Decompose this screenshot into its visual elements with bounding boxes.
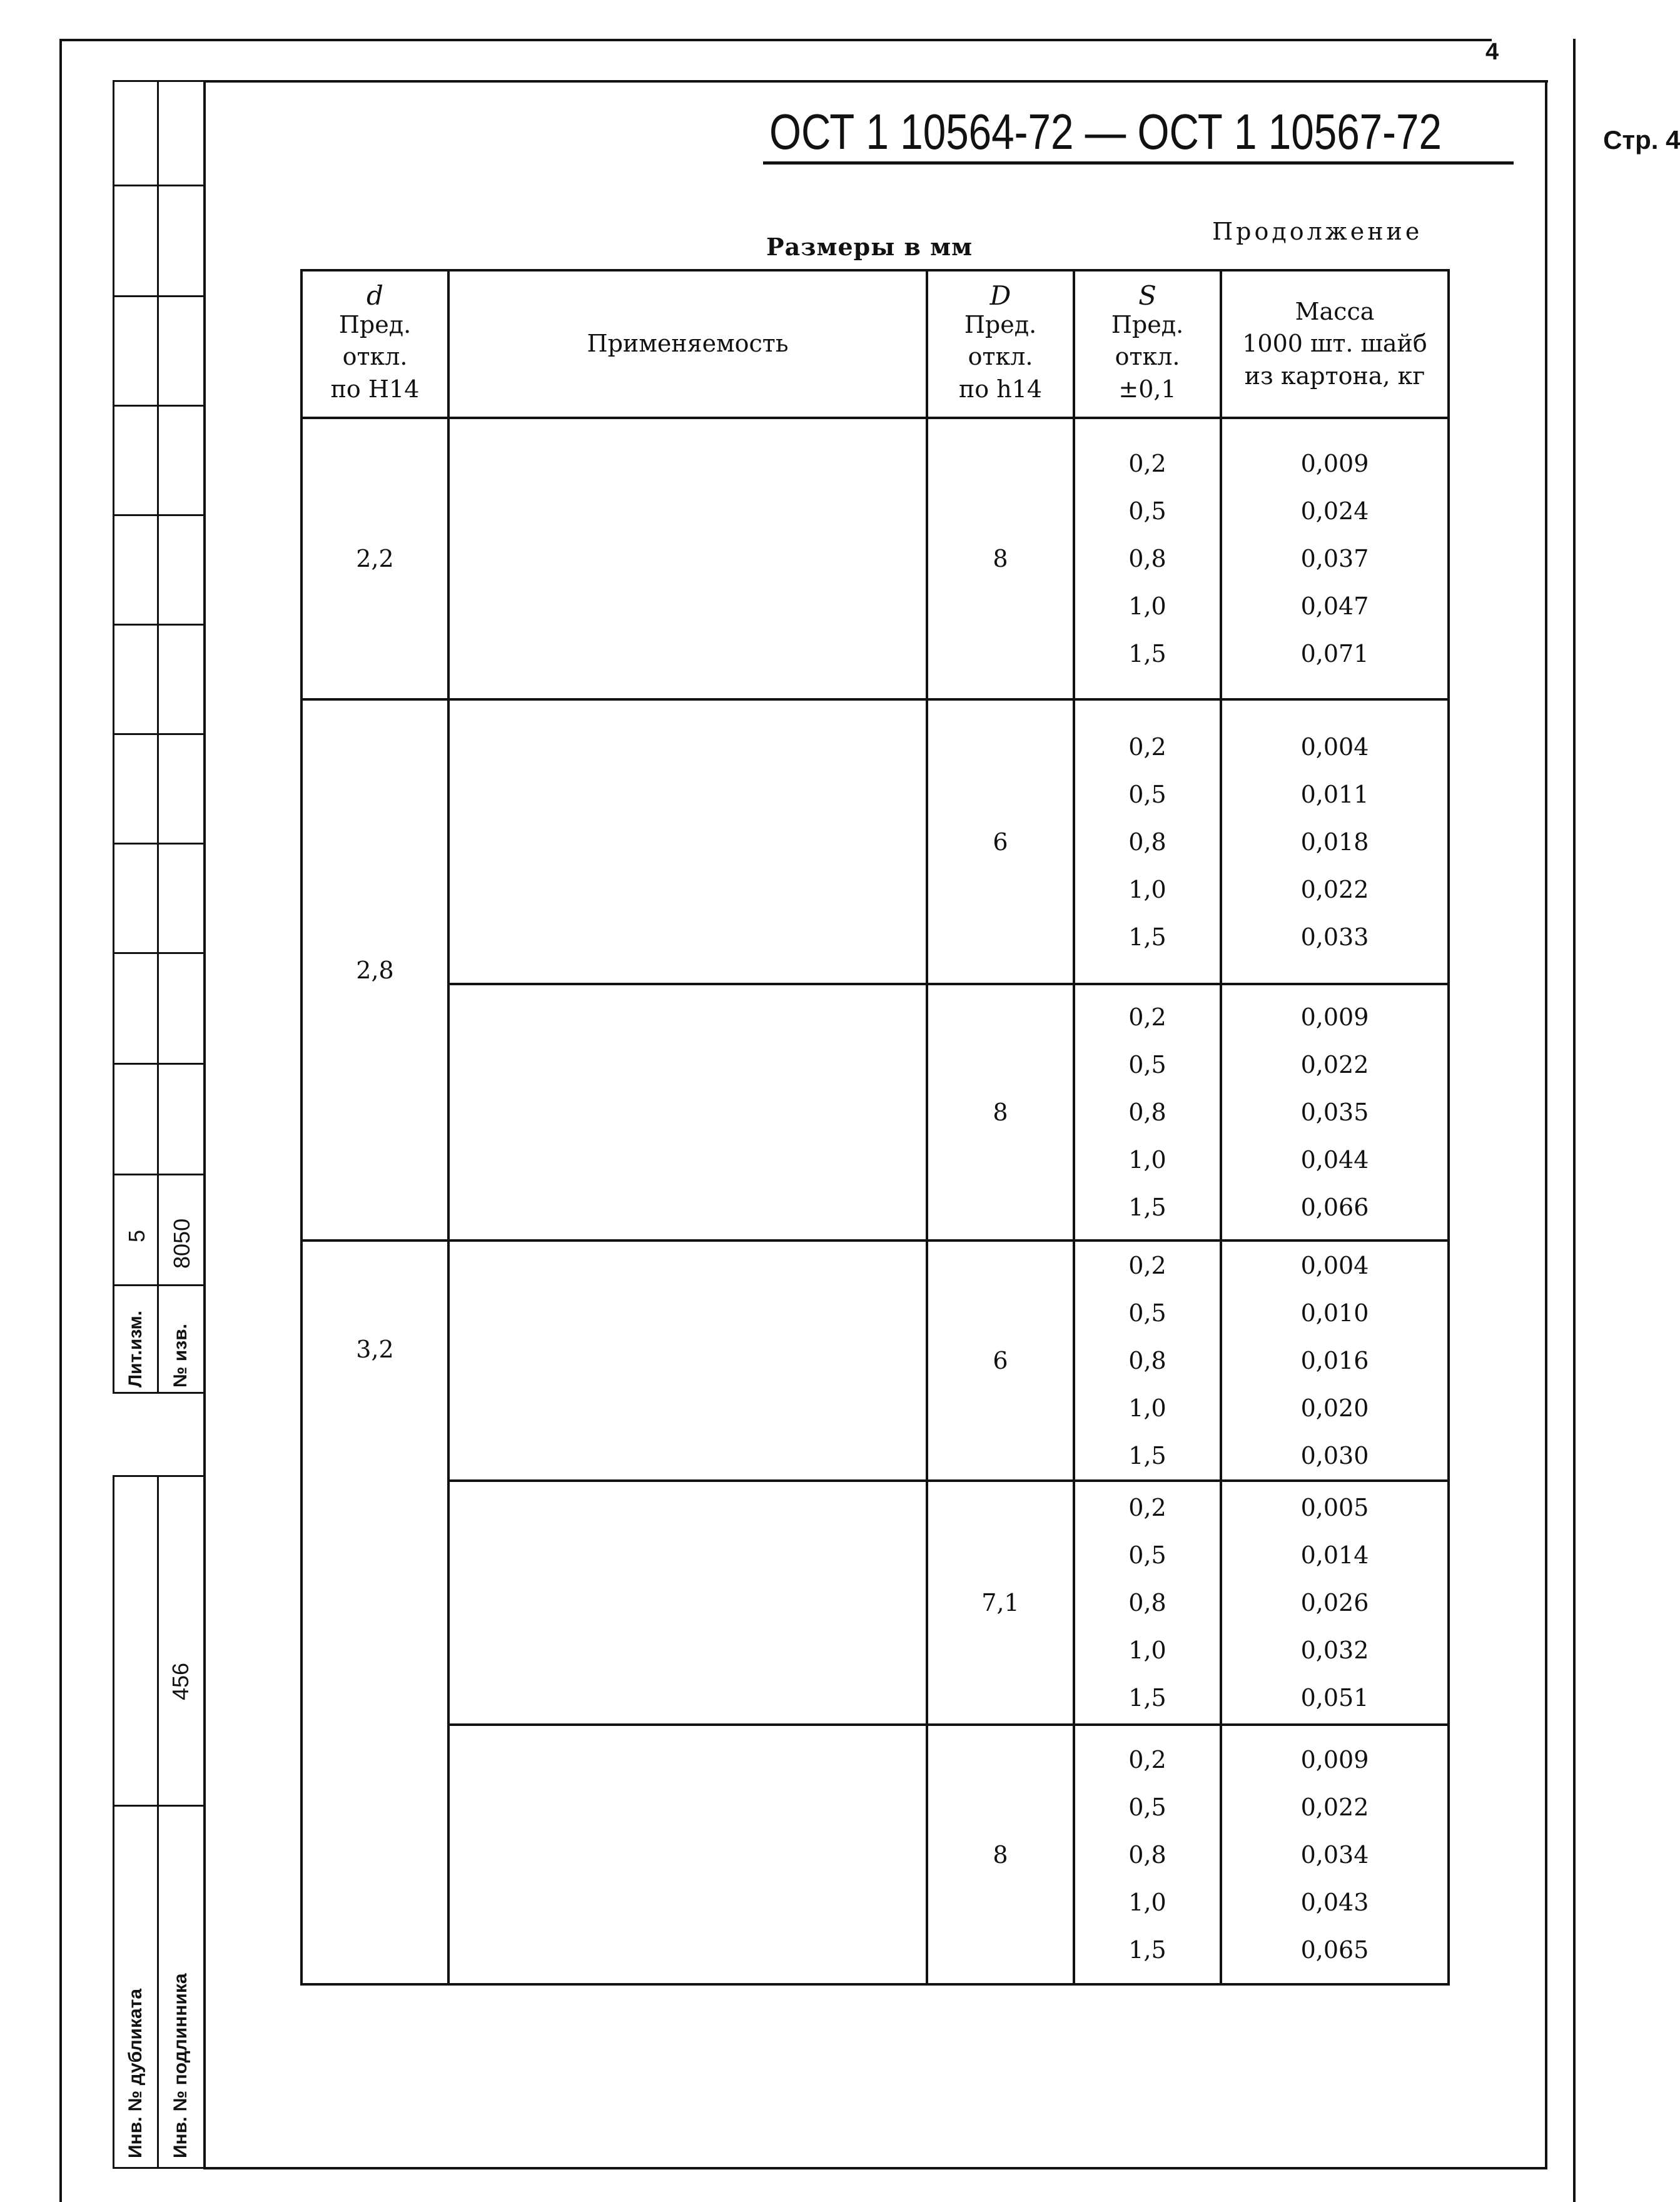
header-d-line1: Пред.: [338, 311, 412, 339]
S-value: 0,2: [1128, 1252, 1166, 1279]
mass-value: 0,004: [1300, 1252, 1369, 1279]
stamp-cell: [157, 733, 205, 845]
stamp-cell-inv-original-value: [157, 1475, 205, 1807]
frame-right-line: [1545, 80, 1547, 2169]
mass-value: 0,022: [1300, 875, 1369, 903]
mass-value: 0,035: [1300, 1098, 1369, 1126]
cell-d: 2,2: [301, 418, 448, 699]
mass-value: 0,004: [1300, 733, 1369, 761]
S-value: 1,5: [1128, 1194, 1166, 1221]
mass-value: 0,009: [1300, 450, 1369, 477]
header-D-line1: Пред.: [964, 311, 1037, 339]
S-value: 1,0: [1128, 1888, 1166, 1916]
S-value: 0,5: [1128, 1793, 1166, 1821]
page-number: 4: [1485, 39, 1499, 65]
cell-D: 7,1: [927, 1481, 1074, 1725]
S-value: 0,5: [1128, 780, 1166, 808]
S-value: 1,5: [1128, 1684, 1166, 1712]
header-S: [1074, 270, 1221, 418]
mass-value: 0,018: [1300, 828, 1369, 856]
title-underline: [763, 161, 1514, 165]
S-value: 1,0: [1128, 1146, 1166, 1174]
header-d-line2: откл.: [342, 343, 408, 371]
stamp-cell: [113, 295, 159, 407]
inv-original-label: Инв. № подлинника: [170, 1973, 191, 2158]
cell-D: 6: [927, 1241, 1074, 1481]
page-right-border: [1573, 39, 1576, 2202]
S-value: 0,8: [1128, 1840, 1166, 1869]
table-row: [301, 1725, 1449, 1984]
table-row: [301, 1241, 1449, 1481]
table-row: [301, 699, 1449, 984]
stamp-cell: [157, 952, 205, 1065]
stamp-cell: [113, 733, 159, 845]
header-d-line3: по Н14: [330, 375, 420, 403]
cell-applicability: [448, 699, 927, 984]
stamp-cell: [113, 185, 159, 297]
cell-D: 8: [927, 418, 1074, 699]
cell-d: 2,8: [301, 699, 448, 1241]
cell-D: 8: [927, 984, 1074, 1241]
no-izv-label: № изв.: [170, 1324, 191, 1388]
inv-duplicate-label: Инв. № дубликата: [125, 1988, 146, 2158]
cell-applicability: [448, 1481, 927, 1725]
stamp-cell: [157, 80, 205, 186]
S-value: 0,8: [1128, 545, 1166, 572]
page-top-border: [59, 39, 1492, 41]
mass-value: 0,034: [1300, 1840, 1369, 1869]
S-value: 1,0: [1128, 1394, 1166, 1422]
cell-applicability: [448, 1241, 927, 1481]
mass-value: 0,022: [1300, 1793, 1369, 1821]
stamp-cell: [113, 1475, 159, 1807]
cell-mass: [1221, 418, 1449, 699]
table-header-row: [301, 270, 1449, 418]
S-value: 0,8: [1128, 828, 1166, 856]
mass-value: 0,009: [1300, 1003, 1369, 1031]
S-value: 0,2: [1128, 1494, 1166, 1521]
cell-S: [1074, 1241, 1221, 1481]
cell-applicability: [448, 1725, 927, 1984]
cell-S: [1074, 418, 1221, 699]
mass-value: 0,065: [1300, 1936, 1369, 1964]
mass-value: 0,030: [1300, 1442, 1369, 1469]
S-value: 1,5: [1128, 923, 1166, 951]
mass-value: 0,010: [1300, 1299, 1369, 1327]
S-value: 0,5: [1128, 1299, 1166, 1327]
header-D-symbol: D: [989, 280, 1011, 312]
header-mass-line1: Масса: [1295, 298, 1375, 326]
mass-value: 0,020: [1300, 1394, 1369, 1422]
stamp-cell: [157, 185, 205, 297]
mass-value: 0,022: [1300, 1051, 1369, 1078]
table-row: [301, 1481, 1449, 1725]
S-value: 1,0: [1128, 592, 1166, 620]
S-value: 0,8: [1128, 1098, 1166, 1126]
document-code: ОСТ 1 10564-72 — ОСТ 1 10567-72: [769, 104, 1442, 160]
stamp-cell: [157, 514, 205, 626]
cell-mass: [1221, 1241, 1449, 1481]
S-value: 1,0: [1128, 1636, 1166, 1664]
page-left-border: [59, 39, 62, 2202]
mass-value: 0,047: [1300, 592, 1369, 620]
header-d-symbol: d: [367, 280, 383, 312]
mass-value: 0,071: [1300, 640, 1369, 667]
header-S-line1: Пред.: [1111, 311, 1184, 339]
mass-value: 0,009: [1300, 1745, 1369, 1773]
mass-value: 0,033: [1300, 923, 1369, 951]
header-d: [301, 270, 448, 418]
continuation-caption: Продолжение: [1212, 218, 1423, 245]
mass-value: 0,014: [1300, 1541, 1369, 1569]
stamp-cell: [113, 952, 159, 1065]
stamp-cell: [157, 1063, 205, 1175]
S-value: 1,5: [1128, 1442, 1166, 1469]
no-izv-value: 8050: [169, 1218, 195, 1269]
units-caption: Размеры в мм: [766, 233, 973, 261]
S-value: 1,0: [1128, 875, 1166, 903]
stamp-cell: [157, 624, 205, 735]
header-S-line2: откл.: [1115, 343, 1180, 371]
mass-value: 0,066: [1300, 1194, 1369, 1221]
stamp-cell: [157, 405, 205, 516]
stamp-cell: [113, 1063, 159, 1175]
document-title: [769, 103, 1680, 161]
S-value: 0,8: [1128, 1347, 1166, 1374]
mass-value: 0,032: [1300, 1636, 1369, 1664]
cell-applicability: [448, 418, 927, 699]
stamp-cell: [157, 843, 205, 954]
page-reference: Стр. 4: [1603, 125, 1680, 155]
cell-mass: [1221, 699, 1449, 984]
stamp-cell: [113, 843, 159, 954]
frame-top-line: [203, 80, 1548, 83]
mass-value: 0,026: [1300, 1589, 1369, 1616]
mass-value: 0,044: [1300, 1146, 1369, 1174]
S-value: 0,5: [1128, 497, 1166, 525]
cell-S: [1074, 699, 1221, 984]
mass-value: 0,024: [1300, 497, 1369, 525]
mass-value: 0,037: [1300, 545, 1369, 572]
header-mass: [1221, 270, 1449, 418]
header-D-line2: откл.: [968, 343, 1033, 371]
stamp-cell: [113, 405, 159, 516]
lit-izm-label: Лит.изм.: [125, 1310, 146, 1388]
S-value: 0,2: [1128, 1745, 1166, 1773]
cell-d: 3,2: [301, 1241, 448, 1984]
cell-D: 6: [927, 699, 1074, 984]
table-row: [301, 984, 1449, 1241]
lit-izm-value: 5: [124, 1229, 149, 1242]
mass-value: 0,016: [1300, 1347, 1369, 1374]
mass-value: 0,011: [1300, 780, 1369, 808]
stamp-cell: [113, 80, 159, 186]
S-value: 0,5: [1128, 1051, 1166, 1078]
header-mass-line2: 1000 шт. шайб: [1242, 330, 1427, 358]
cell-mass: [1221, 984, 1449, 1241]
S-value: 0,2: [1128, 733, 1166, 761]
S-value: 0,2: [1128, 450, 1166, 477]
header-applicability: Применяемость: [448, 270, 927, 418]
header-S-symbol: S: [1138, 280, 1156, 312]
stamp-cell: [113, 624, 159, 735]
mass-value: 0,051: [1300, 1684, 1369, 1712]
header-D-line3: по h14: [958, 375, 1043, 403]
cell-S: [1074, 1481, 1221, 1725]
cell-D: 8: [927, 1725, 1074, 1984]
inv-original-value: 456: [168, 1662, 193, 1700]
header-S-line3: ±0,1: [1118, 375, 1177, 403]
cell-applicability: [448, 984, 927, 1241]
S-value: 1,5: [1128, 640, 1166, 667]
cell-mass: [1221, 1725, 1449, 1984]
frame-bottom-line: [203, 2167, 1547, 2169]
stamp-cell: [113, 514, 159, 626]
S-value: 0,2: [1128, 1003, 1166, 1031]
mass-value: 0,005: [1300, 1494, 1369, 1521]
washer-dimensions-table: [300, 269, 1450, 1986]
mass-value: 0,043: [1300, 1888, 1369, 1916]
header-D: [927, 270, 1074, 418]
header-mass-line3: из картона, кг: [1244, 362, 1425, 390]
S-value: 0,8: [1128, 1589, 1166, 1616]
S-value: 0,5: [1128, 1541, 1166, 1569]
cell-S: [1074, 984, 1221, 1241]
table-row: [301, 418, 1449, 699]
cell-mass: [1221, 1481, 1449, 1725]
S-value: 1,5: [1128, 1936, 1166, 1964]
stamp-cell: [157, 295, 205, 407]
cell-S: [1074, 1725, 1221, 1984]
